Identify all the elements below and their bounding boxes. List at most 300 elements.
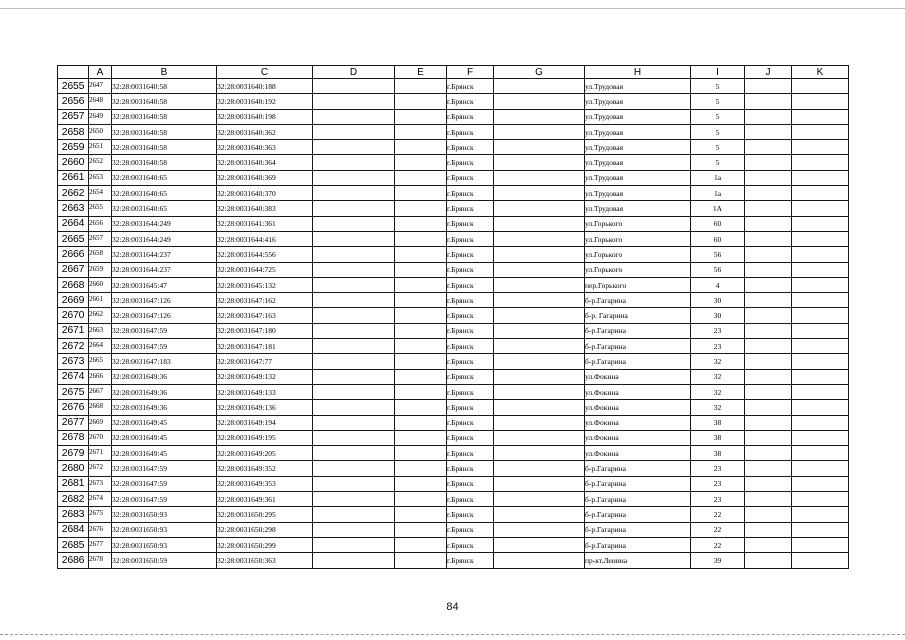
- cell-j[interactable]: [745, 170, 792, 185]
- cell-f[interactable]: г.Брянск: [447, 339, 494, 354]
- cell-a[interactable]: 2664: [89, 339, 112, 354]
- cell-j[interactable]: [745, 415, 792, 430]
- cell-h[interactable]: ул.Горького: [585, 216, 691, 231]
- cell-f[interactable]: г.Брянск: [447, 446, 494, 461]
- cell-a[interactable]: 2662: [89, 308, 112, 323]
- cell-g[interactable]: [494, 476, 585, 491]
- row-number-cell[interactable]: 2685: [58, 537, 89, 552]
- cell-b[interactable]: 32:28:0031650:93: [112, 537, 217, 552]
- cell-f[interactable]: г.Брянск: [447, 553, 494, 568]
- cell-f[interactable]: г.Брянск: [447, 400, 494, 415]
- row-number-cell[interactable]: 2664: [58, 216, 89, 231]
- cell-a[interactable]: 2651: [89, 140, 112, 155]
- cell-g[interactable]: [494, 354, 585, 369]
- cell-i[interactable]: 23: [691, 323, 745, 338]
- cell-f[interactable]: г.Брянск: [447, 461, 494, 476]
- cell-k[interactable]: [792, 186, 849, 201]
- cell-d[interactable]: [313, 415, 395, 430]
- cell-i[interactable]: 22: [691, 507, 745, 522]
- cell-h[interactable]: б-р.Гагарина: [585, 522, 691, 537]
- cell-e[interactable]: [395, 94, 447, 109]
- cell-e[interactable]: [395, 400, 447, 415]
- cell-i[interactable]: 32: [691, 369, 745, 384]
- column-header-h[interactable]: H: [585, 66, 691, 79]
- cell-e[interactable]: [395, 308, 447, 323]
- cell-h[interactable]: б-р.Гагарина: [585, 476, 691, 491]
- cell-e[interactable]: [395, 354, 447, 369]
- cell-c[interactable]: 32:28:0031649:361: [217, 492, 313, 507]
- cell-a[interactable]: 2654: [89, 186, 112, 201]
- cell-i[interactable]: 38: [691, 415, 745, 430]
- cell-e[interactable]: [395, 430, 447, 445]
- cell-i[interactable]: 23: [691, 492, 745, 507]
- cell-a[interactable]: 2649: [89, 109, 112, 124]
- cell-c[interactable]: 32:28:0031640:362: [217, 124, 313, 139]
- cell-g[interactable]: [494, 323, 585, 338]
- row-number-cell[interactable]: 2655: [58, 79, 89, 94]
- cell-c[interactable]: 32:28:0031647:181: [217, 339, 313, 354]
- cell-b[interactable]: 32:28:0031647:183: [112, 354, 217, 369]
- cell-i[interactable]: 60: [691, 231, 745, 246]
- cell-f[interactable]: г.Брянск: [447, 170, 494, 185]
- cell-d[interactable]: [313, 94, 395, 109]
- cell-a[interactable]: 2656: [89, 216, 112, 231]
- cell-f[interactable]: г.Брянск: [447, 369, 494, 384]
- cell-h[interactable]: б-р.Гагарина: [585, 461, 691, 476]
- row-number-cell[interactable]: 2682: [58, 492, 89, 507]
- cell-b[interactable]: 32:28:0031640:58: [112, 79, 217, 94]
- row-number-cell[interactable]: 2659: [58, 140, 89, 155]
- cell-c[interactable]: 32:28:0031650:298: [217, 522, 313, 537]
- cell-f[interactable]: г.Брянск: [447, 186, 494, 201]
- cell-i[interactable]: 5: [691, 140, 745, 155]
- row-number-cell[interactable]: 2669: [58, 293, 89, 308]
- cell-c[interactable]: 32:28:0031650:363: [217, 553, 313, 568]
- cell-b[interactable]: 32:28:0031640:65: [112, 170, 217, 185]
- cell-g[interactable]: [494, 369, 585, 384]
- cell-c[interactable]: 32:28:0031647:77: [217, 354, 313, 369]
- cell-b[interactable]: 32:28:0031640:58: [112, 109, 217, 124]
- cell-g[interactable]: [494, 109, 585, 124]
- cell-e[interactable]: [395, 109, 447, 124]
- cell-k[interactable]: [792, 262, 849, 277]
- cell-j[interactable]: [745, 293, 792, 308]
- cell-d[interactable]: [313, 476, 395, 491]
- column-header-i[interactable]: I: [691, 66, 745, 79]
- cell-b[interactable]: 32:28:0031650:93: [112, 522, 217, 537]
- cell-g[interactable]: [494, 216, 585, 231]
- cell-k[interactable]: [792, 323, 849, 338]
- cell-f[interactable]: г.Брянск: [447, 476, 494, 491]
- row-number-cell[interactable]: 2674: [58, 369, 89, 384]
- row-number-cell[interactable]: 2677: [58, 415, 89, 430]
- cell-a[interactable]: 2676: [89, 522, 112, 537]
- cell-k[interactable]: [792, 247, 849, 262]
- cell-a[interactable]: 2667: [89, 384, 112, 399]
- cell-f[interactable]: г.Брянск: [447, 507, 494, 522]
- cell-d[interactable]: [313, 262, 395, 277]
- cell-j[interactable]: [745, 216, 792, 231]
- cell-i[interactable]: 1а: [691, 186, 745, 201]
- row-number-cell[interactable]: 2667: [58, 262, 89, 277]
- cell-k[interactable]: [792, 492, 849, 507]
- column-header-k[interactable]: K: [792, 66, 849, 79]
- cell-j[interactable]: [745, 308, 792, 323]
- row-number-cell[interactable]: 2670: [58, 308, 89, 323]
- row-number-cell[interactable]: 2678: [58, 430, 89, 445]
- cell-h[interactable]: ул.Трудовая: [585, 170, 691, 185]
- cell-i[interactable]: 38: [691, 430, 745, 445]
- cell-j[interactable]: [745, 201, 792, 216]
- cell-a[interactable]: 2675: [89, 507, 112, 522]
- cell-k[interactable]: [792, 384, 849, 399]
- cell-f[interactable]: г.Брянск: [447, 109, 494, 124]
- cell-f[interactable]: г.Брянск: [447, 492, 494, 507]
- column-header-a[interactable]: A: [89, 66, 112, 79]
- cell-e[interactable]: [395, 323, 447, 338]
- cell-h[interactable]: б-р.Гагарина: [585, 492, 691, 507]
- cell-i[interactable]: 30: [691, 308, 745, 323]
- cell-k[interactable]: [792, 201, 849, 216]
- cell-j[interactable]: [745, 94, 792, 109]
- cell-e[interactable]: [395, 492, 447, 507]
- cell-g[interactable]: [494, 293, 585, 308]
- cell-b[interactable]: 32:28:0031644:237: [112, 262, 217, 277]
- cell-g[interactable]: [494, 231, 585, 246]
- cell-g[interactable]: [494, 186, 585, 201]
- cell-c[interactable]: 32:28:0031647:163: [217, 308, 313, 323]
- cell-c[interactable]: 32:28:0031647:180: [217, 323, 313, 338]
- cell-j[interactable]: [745, 247, 792, 262]
- cell-j[interactable]: [745, 262, 792, 277]
- cell-e[interactable]: [395, 553, 447, 568]
- cell-a[interactable]: 2672: [89, 461, 112, 476]
- cell-a[interactable]: 2671: [89, 446, 112, 461]
- cell-b[interactable]: 32:28:0031647:59: [112, 339, 217, 354]
- cell-a[interactable]: 2647: [89, 79, 112, 94]
- cell-f[interactable]: г.Брянск: [447, 216, 494, 231]
- cell-e[interactable]: [395, 384, 447, 399]
- cell-d[interactable]: [313, 369, 395, 384]
- cell-j[interactable]: [745, 476, 792, 491]
- column-header-g[interactable]: G: [494, 66, 585, 79]
- cell-c[interactable]: 32:28:0031649:132: [217, 369, 313, 384]
- cell-a[interactable]: 2665: [89, 354, 112, 369]
- cell-j[interactable]: [745, 492, 792, 507]
- cell-i[interactable]: 38: [691, 446, 745, 461]
- cell-f[interactable]: г.Брянск: [447, 94, 494, 109]
- cell-a[interactable]: 2660: [89, 277, 112, 292]
- cell-k[interactable]: [792, 155, 849, 170]
- cell-j[interactable]: [745, 537, 792, 552]
- cell-b[interactable]: 32:28:0031649:45: [112, 430, 217, 445]
- cell-d[interactable]: [313, 201, 395, 216]
- cell-e[interactable]: [395, 231, 447, 246]
- cell-h[interactable]: ул.Горького: [585, 247, 691, 262]
- cell-a[interactable]: 2674: [89, 492, 112, 507]
- cell-a[interactable]: 2668: [89, 400, 112, 415]
- cell-d[interactable]: [313, 170, 395, 185]
- cell-f[interactable]: г.Брянск: [447, 384, 494, 399]
- cell-k[interactable]: [792, 216, 849, 231]
- cell-e[interactable]: [395, 140, 447, 155]
- cell-a[interactable]: 2657: [89, 231, 112, 246]
- cell-i[interactable]: 5: [691, 124, 745, 139]
- row-number-cell[interactable]: 2671: [58, 323, 89, 338]
- cell-k[interactable]: [792, 507, 849, 522]
- cell-i[interactable]: 5: [691, 79, 745, 94]
- cell-g[interactable]: [494, 170, 585, 185]
- cell-j[interactable]: [745, 553, 792, 568]
- cell-a[interactable]: 2650: [89, 124, 112, 139]
- cell-j[interactable]: [745, 155, 792, 170]
- cell-i[interactable]: 30: [691, 293, 745, 308]
- cell-k[interactable]: [792, 308, 849, 323]
- cell-h[interactable]: ул.Горького: [585, 262, 691, 277]
- cell-j[interactable]: [745, 231, 792, 246]
- cell-h[interactable]: ул.Фокина: [585, 384, 691, 399]
- cell-f[interactable]: г.Брянск: [447, 155, 494, 170]
- row-number-cell[interactable]: 2686: [58, 553, 89, 568]
- cell-g[interactable]: [494, 339, 585, 354]
- cell-c[interactable]: 32:28:0031640:364: [217, 155, 313, 170]
- cell-g[interactable]: [494, 79, 585, 94]
- cell-f[interactable]: г.Брянск: [447, 415, 494, 430]
- cell-k[interactable]: [792, 109, 849, 124]
- cell-c[interactable]: 32:28:0031649:205: [217, 446, 313, 461]
- column-header-b[interactable]: B: [112, 66, 217, 79]
- cell-d[interactable]: [313, 231, 395, 246]
- cell-h[interactable]: пр-кт.Ленина: [585, 553, 691, 568]
- cell-k[interactable]: [792, 461, 849, 476]
- cell-h[interactable]: б-р.Гагарина: [585, 537, 691, 552]
- cell-b[interactable]: 32:28:0031649:36: [112, 369, 217, 384]
- cell-j[interactable]: [745, 186, 792, 201]
- cell-f[interactable]: г.Брянск: [447, 537, 494, 552]
- cell-a[interactable]: 2673: [89, 476, 112, 491]
- cell-e[interactable]: [395, 186, 447, 201]
- cell-h[interactable]: ул.Трудовая: [585, 201, 691, 216]
- cell-f[interactable]: г.Брянск: [447, 354, 494, 369]
- cell-e[interactable]: [395, 339, 447, 354]
- row-number-cell[interactable]: 2679: [58, 446, 89, 461]
- cell-k[interactable]: [792, 522, 849, 537]
- cell-d[interactable]: [313, 537, 395, 552]
- cell-c[interactable]: 32:28:0031649:136: [217, 400, 313, 415]
- cell-g[interactable]: [494, 430, 585, 445]
- cell-c[interactable]: 32:28:0031649:194: [217, 415, 313, 430]
- cell-i[interactable]: 22: [691, 537, 745, 552]
- cell-c[interactable]: 32:28:0031650:295: [217, 507, 313, 522]
- cell-a[interactable]: 2653: [89, 170, 112, 185]
- cell-j[interactable]: [745, 369, 792, 384]
- cell-g[interactable]: [494, 400, 585, 415]
- row-number-cell[interactable]: 2661: [58, 170, 89, 185]
- cell-g[interactable]: [494, 277, 585, 292]
- cell-b[interactable]: 32:28:0031650:93: [112, 507, 217, 522]
- cell-h[interactable]: б-р.Гагарина: [585, 354, 691, 369]
- cell-d[interactable]: [313, 507, 395, 522]
- cell-j[interactable]: [745, 507, 792, 522]
- cell-i[interactable]: 22: [691, 522, 745, 537]
- cell-a[interactable]: 2669: [89, 415, 112, 430]
- row-number-cell[interactable]: 2681: [58, 476, 89, 491]
- cell-i[interactable]: 39: [691, 553, 745, 568]
- cell-f[interactable]: г.Брянск: [447, 231, 494, 246]
- cell-b[interactable]: 32:28:0031647:59: [112, 476, 217, 491]
- cell-h[interactable]: ул.Фокина: [585, 415, 691, 430]
- cell-h[interactable]: б-р.Гагарина: [585, 507, 691, 522]
- cell-i[interactable]: 32: [691, 384, 745, 399]
- cell-a[interactable]: 2648: [89, 94, 112, 109]
- row-number-cell[interactable]: 2656: [58, 94, 89, 109]
- cell-g[interactable]: [494, 201, 585, 216]
- row-number-cell[interactable]: 2663: [58, 201, 89, 216]
- cell-g[interactable]: [494, 461, 585, 476]
- cell-h[interactable]: ул.Трудовая: [585, 124, 691, 139]
- cell-c[interactable]: 32:28:0031647:162: [217, 293, 313, 308]
- cell-k[interactable]: [792, 476, 849, 491]
- cell-j[interactable]: [745, 446, 792, 461]
- cell-d[interactable]: [313, 446, 395, 461]
- cell-k[interactable]: [792, 170, 849, 185]
- cell-g[interactable]: [494, 537, 585, 552]
- row-number-cell[interactable]: 2684: [58, 522, 89, 537]
- cell-c[interactable]: 32:28:0031649:195: [217, 430, 313, 445]
- cell-k[interactable]: [792, 293, 849, 308]
- cell-k[interactable]: [792, 430, 849, 445]
- cell-j[interactable]: [745, 140, 792, 155]
- cell-g[interactable]: [494, 446, 585, 461]
- cell-g[interactable]: [494, 308, 585, 323]
- cell-e[interactable]: [395, 201, 447, 216]
- cell-a[interactable]: 2659: [89, 262, 112, 277]
- row-number-cell[interactable]: 2675: [58, 384, 89, 399]
- cell-j[interactable]: [745, 384, 792, 399]
- cell-a[interactable]: 2658: [89, 247, 112, 262]
- cell-g[interactable]: [494, 94, 585, 109]
- cell-g[interactable]: [494, 492, 585, 507]
- cell-i[interactable]: 1а: [691, 170, 745, 185]
- cell-d[interactable]: [313, 293, 395, 308]
- cell-d[interactable]: [313, 323, 395, 338]
- cell-i[interactable]: 60: [691, 216, 745, 231]
- cell-h[interactable]: ул.Трудовая: [585, 155, 691, 170]
- column-header-f[interactable]: F: [447, 66, 494, 79]
- cell-i[interactable]: 56: [691, 247, 745, 262]
- cell-c[interactable]: 32:28:0031640:369: [217, 170, 313, 185]
- column-header-c[interactable]: C: [217, 66, 313, 79]
- cell-j[interactable]: [745, 354, 792, 369]
- cell-a[interactable]: 2661: [89, 293, 112, 308]
- cell-b[interactable]: 32:28:0031650:59: [112, 553, 217, 568]
- row-number-cell[interactable]: 2680: [58, 461, 89, 476]
- cell-j[interactable]: [745, 323, 792, 338]
- cell-e[interactable]: [395, 461, 447, 476]
- row-number-cell[interactable]: 2660: [58, 155, 89, 170]
- cell-d[interactable]: [313, 216, 395, 231]
- cell-h[interactable]: б-р.Гагарина: [585, 323, 691, 338]
- cell-k[interactable]: [792, 124, 849, 139]
- cell-a[interactable]: 2678: [89, 553, 112, 568]
- cell-a[interactable]: 2655: [89, 201, 112, 216]
- cell-f[interactable]: г.Брянск: [447, 277, 494, 292]
- cell-g[interactable]: [494, 140, 585, 155]
- cell-k[interactable]: [792, 369, 849, 384]
- cell-c[interactable]: 32:28:0031640:383: [217, 201, 313, 216]
- row-number-cell[interactable]: 2665: [58, 231, 89, 246]
- cell-b[interactable]: 32:28:0031640:65: [112, 186, 217, 201]
- cell-j[interactable]: [745, 522, 792, 537]
- cell-b[interactable]: 32:28:0031647:59: [112, 492, 217, 507]
- cell-h[interactable]: пер.Горького: [585, 277, 691, 292]
- cell-a[interactable]: 2666: [89, 369, 112, 384]
- cell-g[interactable]: [494, 415, 585, 430]
- cell-b[interactable]: 32:28:0031647:59: [112, 461, 217, 476]
- cell-h[interactable]: ул.Фокина: [585, 400, 691, 415]
- cell-e[interactable]: [395, 369, 447, 384]
- cell-i[interactable]: 5: [691, 155, 745, 170]
- cell-c[interactable]: 32:28:0031644:416: [217, 231, 313, 246]
- cell-h[interactable]: ул.Трудовая: [585, 79, 691, 94]
- cell-e[interactable]: [395, 537, 447, 552]
- cell-j[interactable]: [745, 109, 792, 124]
- cell-h[interactable]: ул.Горького: [585, 231, 691, 246]
- cell-d[interactable]: [313, 155, 395, 170]
- cell-i[interactable]: 1А: [691, 201, 745, 216]
- cell-e[interactable]: [395, 446, 447, 461]
- cell-h[interactable]: ул.Фокина: [585, 446, 691, 461]
- cell-b[interactable]: 32:28:0031640:58: [112, 124, 217, 139]
- cell-d[interactable]: [313, 247, 395, 262]
- cell-d[interactable]: [313, 277, 395, 292]
- cell-f[interactable]: г.Брянск: [447, 124, 494, 139]
- cell-k[interactable]: [792, 415, 849, 430]
- cell-b[interactable]: 32:28:0031640:58: [112, 140, 217, 155]
- cell-d[interactable]: [313, 522, 395, 537]
- cell-j[interactable]: [745, 79, 792, 94]
- cell-f[interactable]: г.Брянск: [447, 201, 494, 216]
- cell-h[interactable]: б-р. Гагарина: [585, 308, 691, 323]
- cell-b[interactable]: 32:28:0031644:237: [112, 247, 217, 262]
- cell-i[interactable]: 32: [691, 400, 745, 415]
- cell-j[interactable]: [745, 430, 792, 445]
- cell-h[interactable]: ул.Трудовая: [585, 140, 691, 155]
- cell-i[interactable]: 23: [691, 476, 745, 491]
- row-number-cell[interactable]: 2657: [58, 109, 89, 124]
- cell-e[interactable]: [395, 79, 447, 94]
- column-header-d[interactable]: D: [313, 66, 395, 79]
- cell-e[interactable]: [395, 124, 447, 139]
- cell-e[interactable]: [395, 216, 447, 231]
- cell-g[interactable]: [494, 522, 585, 537]
- cell-i[interactable]: 32: [691, 354, 745, 369]
- cell-b[interactable]: 32:28:0031649:45: [112, 415, 217, 430]
- cell-b[interactable]: 32:28:0031649:36: [112, 400, 217, 415]
- cell-c[interactable]: 32:28:0031644:725: [217, 262, 313, 277]
- cell-b[interactable]: 32:28:0031647:59: [112, 323, 217, 338]
- cell-d[interactable]: [313, 400, 395, 415]
- cell-h[interactable]: ул.Трудовая: [585, 94, 691, 109]
- cell-b[interactable]: 32:28:0031647:126: [112, 308, 217, 323]
- cell-a[interactable]: 2652: [89, 155, 112, 170]
- cell-d[interactable]: [313, 79, 395, 94]
- cell-k[interactable]: [792, 339, 849, 354]
- cell-b[interactable]: 32:28:0031647:126: [112, 293, 217, 308]
- cell-c[interactable]: 32:28:0031640:198: [217, 109, 313, 124]
- cell-e[interactable]: [395, 277, 447, 292]
- cell-d[interactable]: [313, 339, 395, 354]
